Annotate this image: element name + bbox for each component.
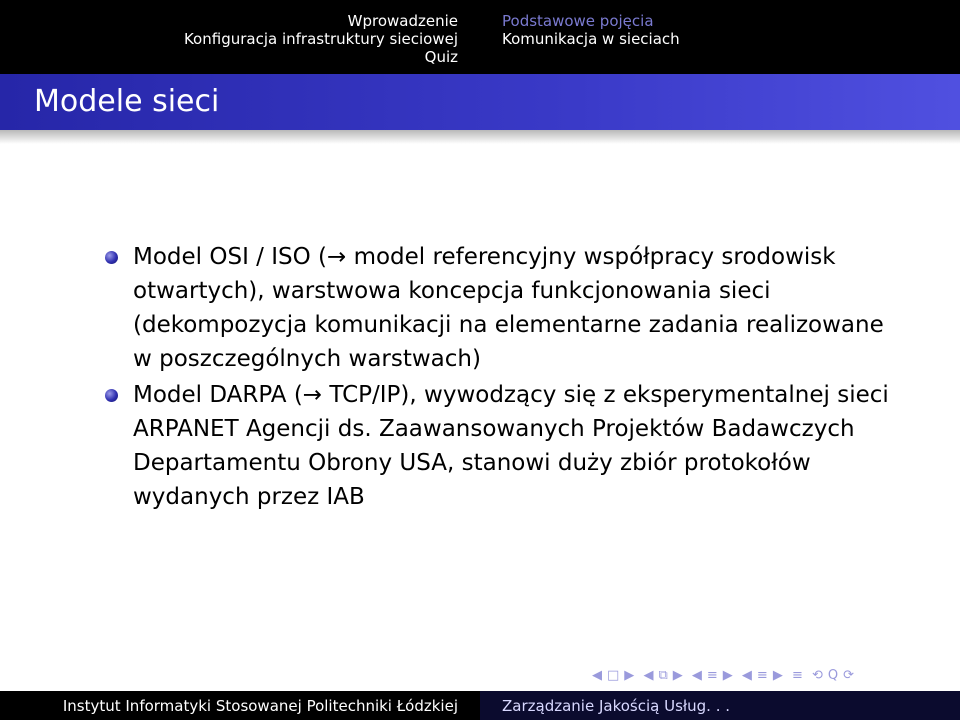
prev-frame-icon[interactable]: ◀ <box>592 668 602 683</box>
nav-section-quiz[interactable]: Quiz <box>424 48 458 66</box>
subsection-nav-right <box>480 0 960 74</box>
nav-subsection-podstawowe-pojecia[interactable]: Podstawowe pojęcia <box>502 12 654 30</box>
prev-part-icon[interactable]: ◀ <box>741 668 752 683</box>
list-item-text: Model OSI / ISO (→ model referencyjny współpracy srodowisk otwartych), warstwowa koncepcja funkcjonowania sieci (dekompozycja komunikacji na elementarne zadania realizowane w poszczególnych warstwach) <box>133 244 884 372</box>
subsection-icon[interactable]: ⧉ <box>658 668 668 683</box>
nav-section-konfiguracja[interactable]: Konfiguracja infrastruktury sieciowej <box>183 30 458 48</box>
footer-presentation-title: Zarządzanie Jakością Usług. . . <box>502 697 731 715</box>
section-nav-left <box>0 0 480 74</box>
next-section-icon[interactable]: ▶ <box>722 668 733 683</box>
nav-section-wprowadzenie[interactable]: Wprowadzenie <box>347 12 458 30</box>
prev-section-icon[interactable]: ◀ <box>691 668 702 683</box>
part-icon[interactable]: ≡ <box>756 668 768 683</box>
title-bar-shadow <box>0 130 960 144</box>
list-item <box>105 240 905 376</box>
bullet-list <box>105 240 905 514</box>
forward-icon[interactable]: ⟳ <box>843 668 855 683</box>
frame-title: Modele sieci <box>34 84 220 119</box>
footer-left <box>0 691 480 720</box>
section-navigation-bar <box>0 0 960 74</box>
search-icon[interactable]: Q <box>827 668 839 683</box>
frame-icon[interactable]: □ <box>607 668 620 683</box>
align-icon[interactable]: ≡ <box>791 668 803 683</box>
next-part-icon[interactable]: ▶ <box>772 668 783 683</box>
next-subsection-icon[interactable]: ▶ <box>672 668 683 683</box>
bullet-icon <box>105 251 118 264</box>
nav-subsection-komunikacja[interactable]: Komunikacja w sieciach <box>502 30 680 48</box>
beamer-navigation-symbols <box>592 668 952 690</box>
footer-bar <box>0 691 960 720</box>
footer-right <box>480 691 960 720</box>
footer-institute: Instytut Informatyki Stosowanej Politechniki Łódzkiej <box>62 697 458 715</box>
slide-content <box>105 240 905 516</box>
prev-subsection-icon[interactable]: ◀ <box>643 668 654 683</box>
back-icon[interactable]: ⟲ <box>812 668 823 683</box>
frame-title-bar <box>0 74 960 130</box>
list-item-text: Model DARPA (→ TCP/IP), wywodzący się z eksperymentalnej sieci ARPANET Agencji ds. Zaawansowanych Projektów Badawczych Departamentu Obrony USA, stanowi duży zbiór protokołów wydanych przez IAB <box>133 382 889 510</box>
bullet-icon <box>105 389 118 402</box>
list-item <box>105 378 905 514</box>
section-icon[interactable]: ≡ <box>706 668 718 683</box>
next-frame-icon[interactable]: ▶ <box>624 668 635 683</box>
